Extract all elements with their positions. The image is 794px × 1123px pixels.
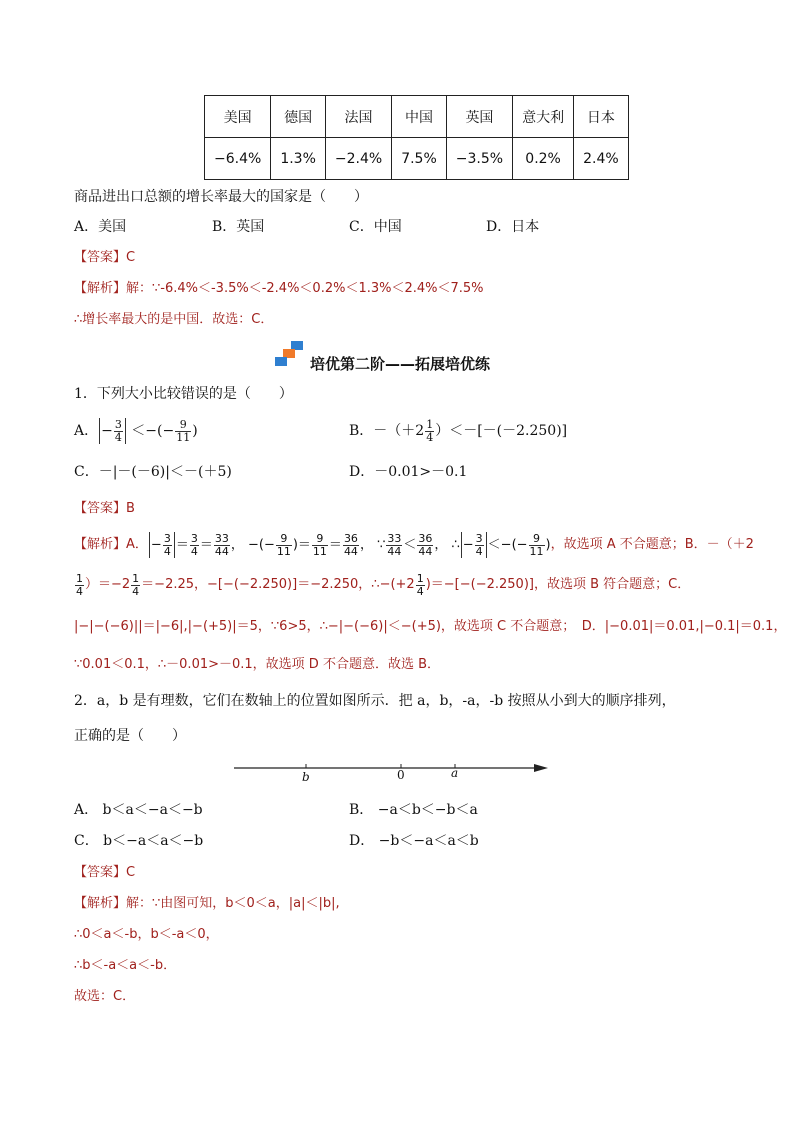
fraction: $\frac{1}{4}$ — [426, 417, 434, 444]
table-cell: 7.5% — [392, 138, 447, 180]
option-a — [74, 417, 198, 445]
analysis-line: 【解析】解：∵-6.4%＜-3.5%＜-2.4%＜0.2%＜1.3%＜2.4%＜7.5% — [74, 281, 484, 296]
table-cell: 日本 — [574, 96, 629, 138]
question-stem: 正确的是（ ） — [74, 728, 186, 744]
analysis-line: 故选：C． — [74, 989, 136, 1004]
option-d: D． −b＜−a＜a＜b — [349, 833, 479, 849]
analysis-text: ＝−2.25，−[−(−2.250)]＝−2.250，∴−(+2 — [141, 577, 415, 592]
analysis-line — [74, 570, 690, 600]
table-cell: −6.4% — [205, 138, 271, 180]
answer: 【答案】C — [74, 865, 136, 880]
option-text: ）＜－[－(－2.250)] — [435, 423, 568, 439]
table-cell: −3.5% — [446, 138, 512, 180]
axis-label-zero: 0 — [397, 768, 405, 782]
growth-rate-table — [204, 95, 629, 180]
analysis-line: 【解析】解：∵由图可知，b＜0＜a，|a|＜|b|, — [74, 896, 340, 911]
fraction: $\frac{1}{4}$ — [132, 571, 140, 598]
table-cell: −2.4% — [325, 138, 391, 180]
arrow-icon — [534, 764, 548, 772]
analysis-line: ∵0.01＜0.1，∴－0.01>－0.1，故选项 D 不合题意．故选 B． — [74, 657, 440, 672]
table-cell: 中国 — [392, 96, 447, 138]
fraction: $\frac{1}{4}$ — [416, 571, 424, 598]
analysis-line: ∴b＜-a＜a＜-b． — [74, 958, 177, 973]
analysis-line — [74, 530, 754, 560]
number-line-diagram — [230, 756, 554, 788]
option-c: C．中国 — [349, 219, 402, 235]
question-stem: 商品进出口总额的增长率最大的国家是（ ） — [74, 189, 368, 205]
axis-label-a: a — [451, 766, 459, 780]
section-title: 培优第二阶——拓展培优练 — [310, 355, 491, 373]
option-b: B． −a＜b＜−b＜a — [349, 802, 478, 818]
analysis-text: ）＝−2 — [85, 577, 131, 592]
math-expression: − $\frac{3}{4}$ ＜−(− $\frac{9}{11}$ ) — [101, 417, 198, 444]
analysis-line: ∴增长率最大的是中国．故选：C． — [74, 312, 274, 327]
analysis-line: |−|−(−6)||＝|−6|,|−(+5)|＝5，∵6>5，∴−|−(−6)|＜−(+5)，故选项 C 不合题意； D．|−0.01|＝0.01,|−0.1|＝0.1， — [74, 619, 787, 634]
axis-label-b: b — [302, 770, 310, 784]
option-d: D．日本 — [486, 219, 540, 235]
table-cell: 德国 — [271, 96, 326, 138]
analysis-label: 【解析】A． — [74, 537, 148, 552]
table-row — [205, 138, 629, 180]
option-a: A．美国 — [74, 219, 127, 235]
fraction: $\frac{1}{4}$ — [76, 571, 83, 598]
option-text: B．－（＋2 — [349, 423, 425, 439]
analysis-text: ，故选项 A 不合题意；B．－（＋2 — [550, 537, 754, 552]
analysis-line: ∴0＜a＜-b，b＜-a＜0， — [74, 927, 219, 942]
analysis-text: )＝−[−(−2.250)]，故选项 B 符合题意；C． — [425, 577, 691, 592]
table-cell: 意大利 — [513, 96, 574, 138]
table-cell: 法国 — [325, 96, 391, 138]
table-cell: 2.4% — [574, 138, 629, 180]
option-c: C．－|－(－6)|＜－(＋5) — [74, 464, 232, 480]
table-cell: 美国 — [205, 96, 271, 138]
option-b: B．英国 — [212, 219, 265, 235]
question-stem: 1．下列大小比较错误的是（ ） — [74, 386, 293, 402]
math-expression: − $\frac{3}{4}$ ＝ $\frac{3}{4}$ ＝ $\frac{33}{44}$ ， −(− $\frac{9}{11}$ )＝ $\frac{9}{11}$ ＝ $\frac{36}{44}$ ， ∵ $\frac{33}{44}$ ＜ $\frac{36}{44}$ ， ∴ − $\frac{3}{4}$ ＜−(− $\frac{9}{11}$ ) — [150, 531, 551, 558]
answer: 【答案】B — [74, 501, 135, 516]
question-stem: 2．a，b 是有理数，它们在数轴上的位置如图所示．把 a，b，-a，-b 按照从小到大的顺序排列， — [74, 693, 676, 709]
option-label: A． — [74, 423, 99, 439]
table-cell: 英国 — [446, 96, 512, 138]
option-c: C． b＜−a＜a＜−b — [74, 833, 204, 849]
option-d: D．－0.01>－0.1 — [349, 464, 468, 480]
table-cell: 0.2% — [513, 138, 574, 180]
table-cell: 1.3% — [271, 138, 326, 180]
table-header-row — [205, 96, 629, 138]
answer: 【答案】C — [74, 250, 136, 265]
section-logo-icon — [274, 340, 306, 368]
option-a: A． b＜a＜−a＜−b — [74, 802, 203, 818]
option-b — [349, 417, 567, 445]
